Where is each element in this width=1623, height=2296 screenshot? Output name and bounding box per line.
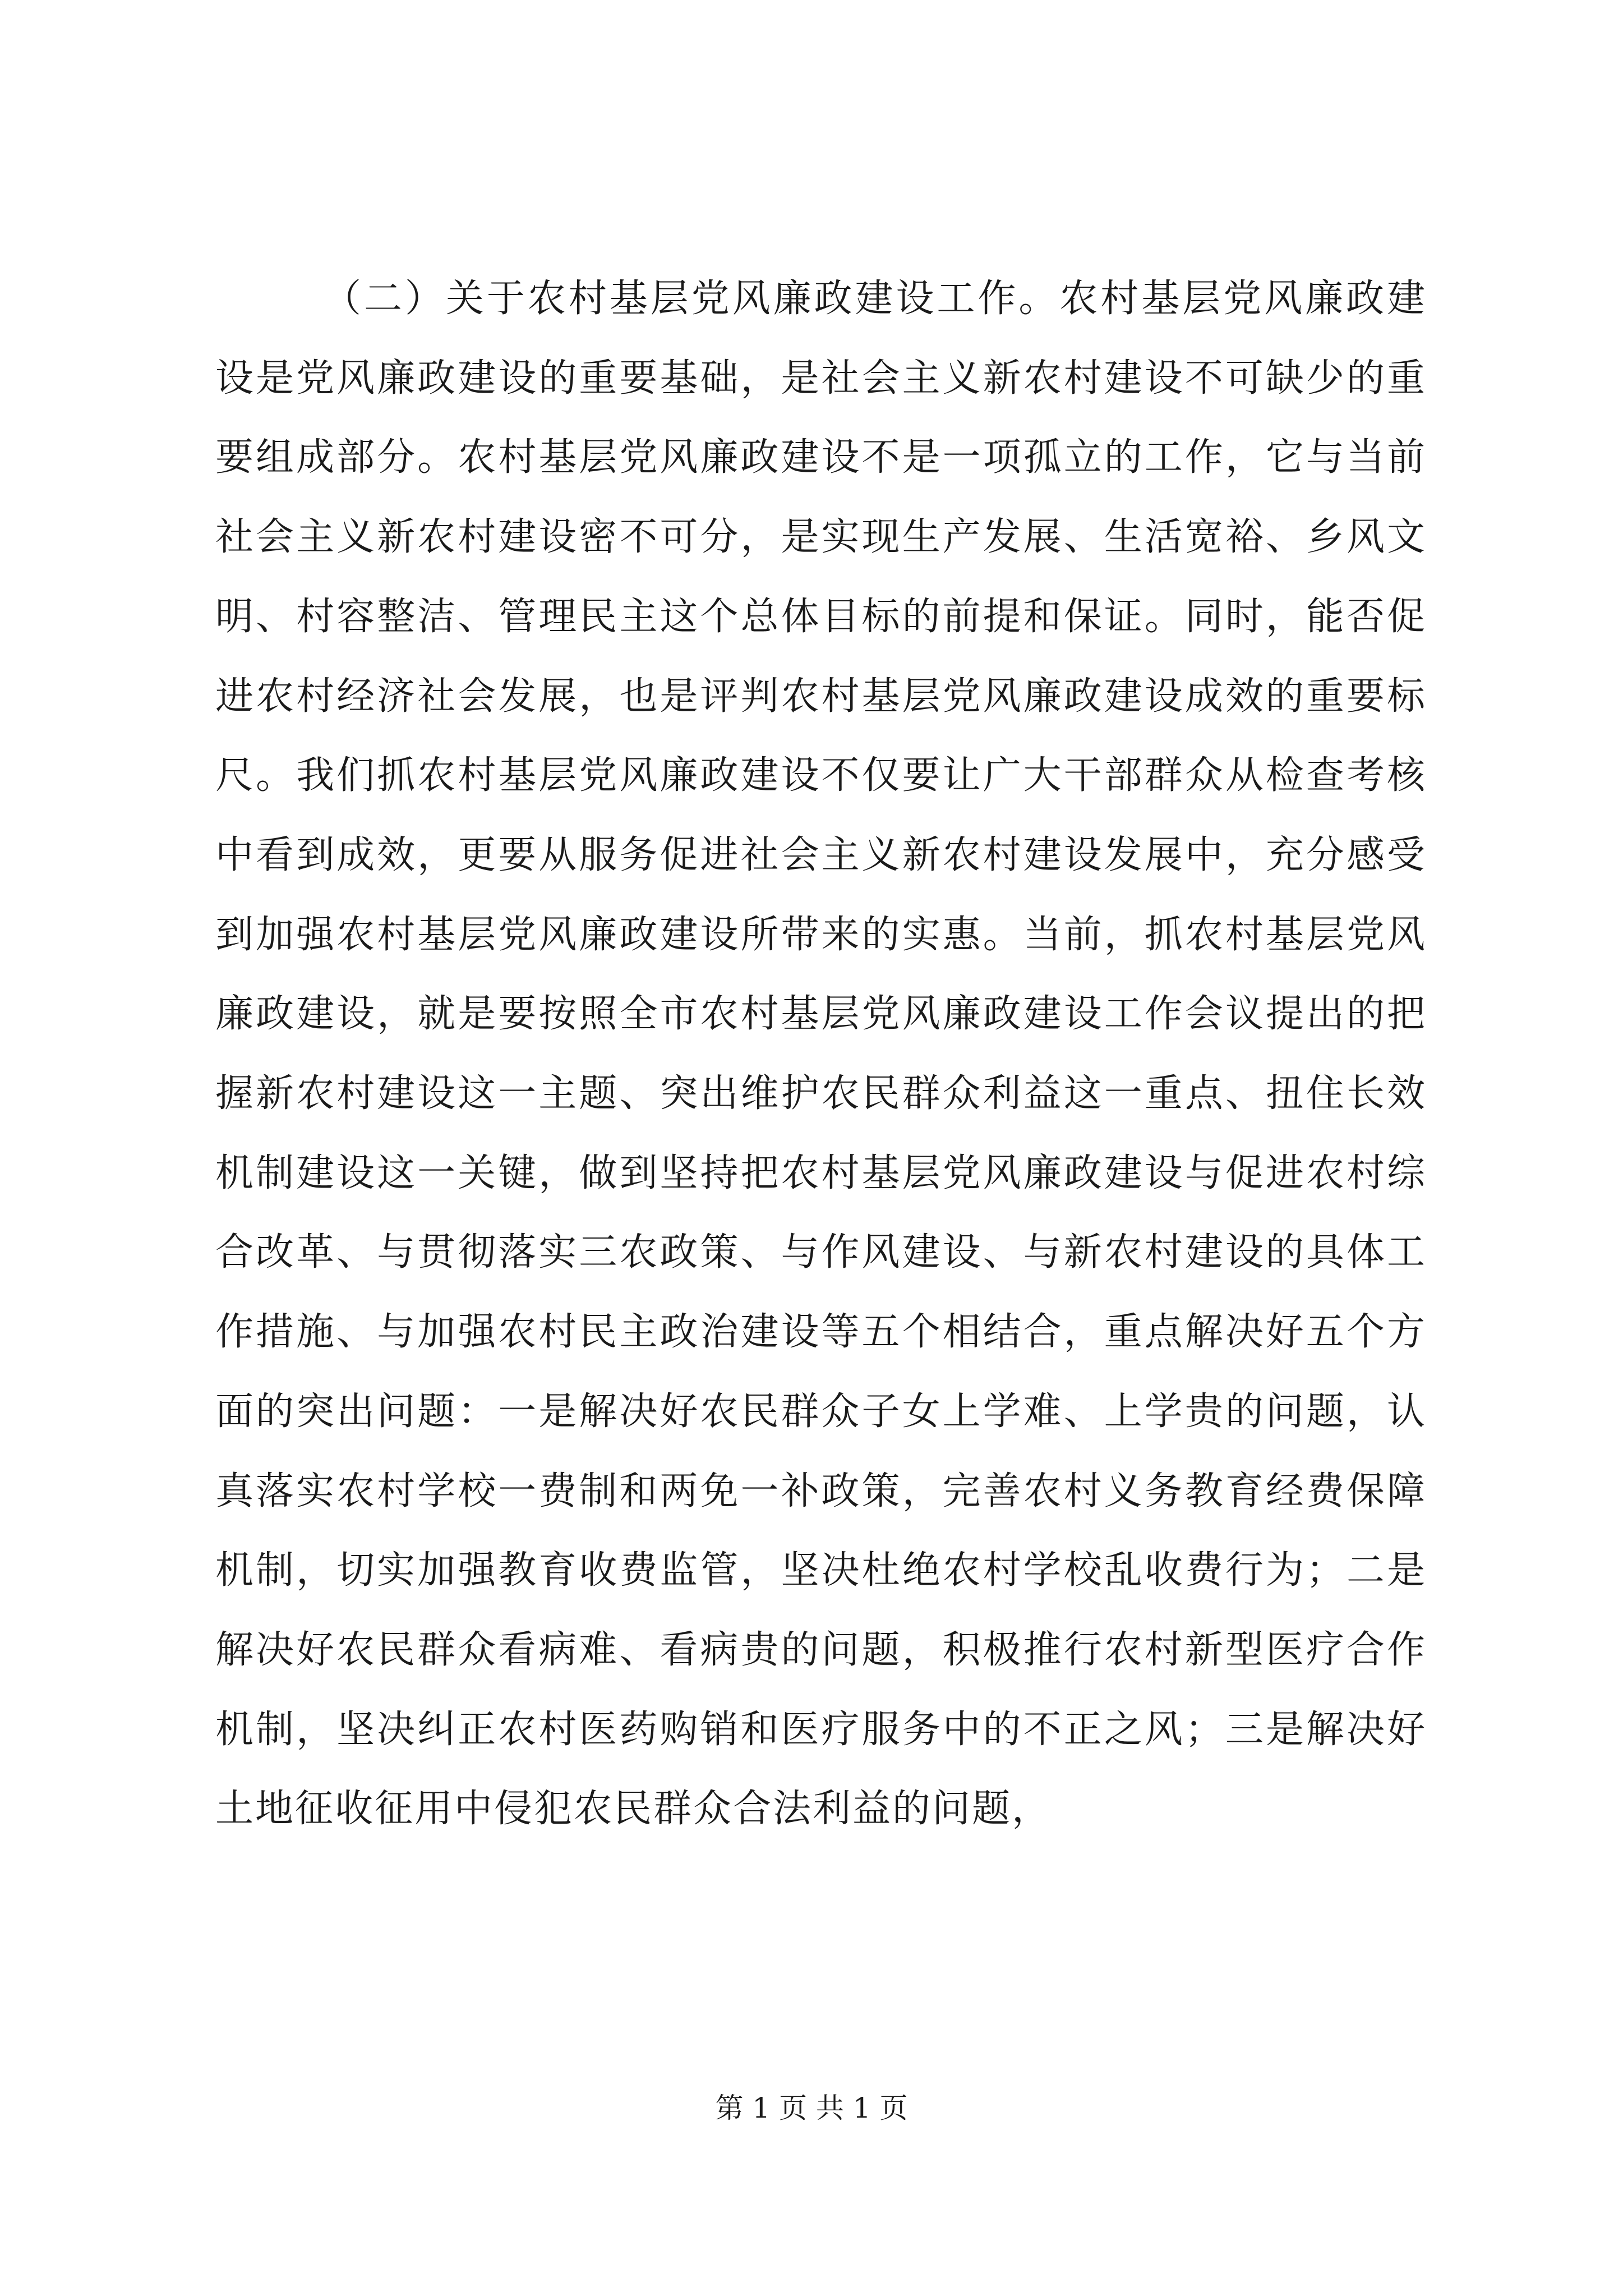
page-number-footer: 第 1 页 共 1 页 — [715, 2092, 908, 2124]
body-paragraph: （二）关于农村基层党风廉政建设工作。农村基层党风廉政建设是党风廉政建设的重要基础，是社会主义新农村建设不可缺少的重要组成部分。农村基层党风廉政建设不是一项孤立的工作，它与当前社会主义新农村建设密不可分，是实现生产发展、生活宽裕、乡风文明、村容整洁、管理民主这个总体目标的前提和保证。同时，能否促进农村经济社会发展，也是评判农村基层党风廉政建设成效的重要标尺。我们抓农村基层党风廉政建设不仅要让广大干部群众从检查考核中看到成效，更要从服务促进社会主义新农村建设发展中，充分感受到加强农村基层党风廉政建设所带来的实惠。当前，抓农村基层党风廉政建设，就是要按照全市农村基层党风廉政建设工作会议提出的把握新农村建设这一主题、突出维护农民群众利益这一重点、扭住长效机制建设这一关键，做到坚持把农村基层党风廉政建设与促进农村综合改革、与贯彻落实三农政策、与作风建设、与新农村建设的具体工作措施、与加强农村民主政治建设等五个相结合，重点解决好五个方面的突出问题：一是解决好农民群众子女上学难、上学贵的问题，认真落实农村学校一费制和两免一补政策，完善农村义务教育经费保障机制，切实加强教育收费监管，坚决杜绝农村学校乱收费行为；二是解决好农民群众看病难、看病贵的问题，积极推行农村新型医疗合作机制，坚决纠正农村医药购销和医疗服务中的不正之风；三是解决好土地征收征用中侵犯农民群众合法利益的问题， — [215, 277, 1427, 1832]
